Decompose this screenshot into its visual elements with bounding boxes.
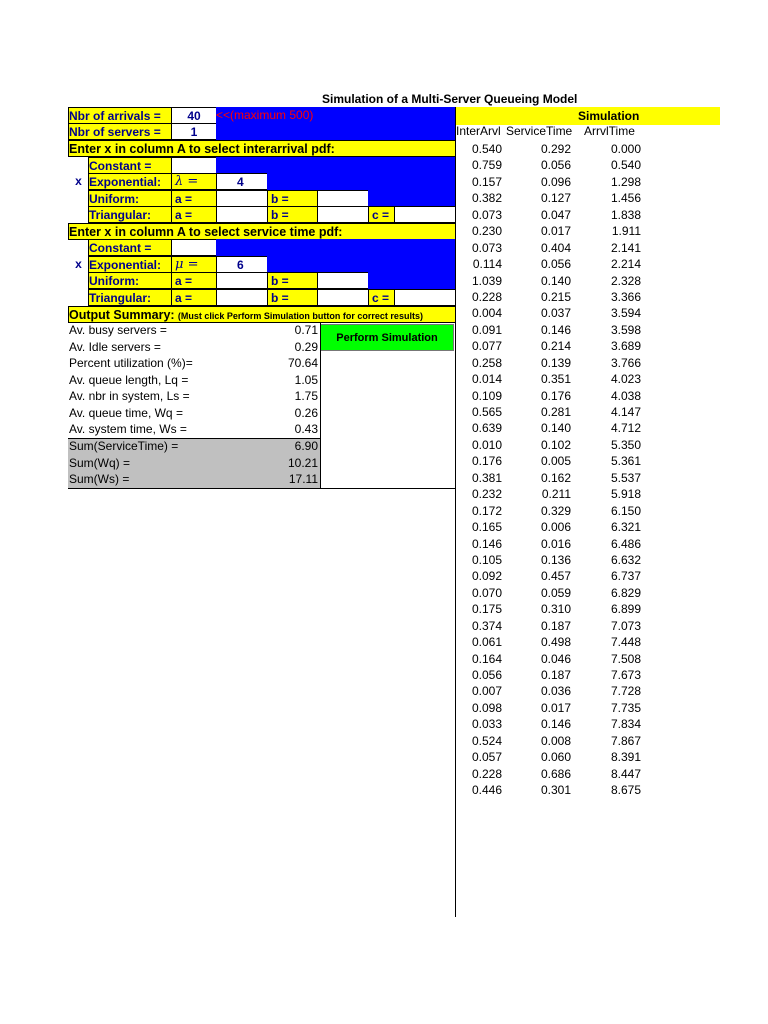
servicetime-cell: 0.187: [540, 618, 571, 633]
output-row-label: Av. queue time, Wq =: [69, 405, 183, 420]
sums-top-line: [68, 438, 320, 439]
service-uniform-a-input[interactable]: [216, 272, 268, 289]
arrvltime-cell: 6.737: [610, 569, 641, 584]
service-uniform-label: Uniform:: [88, 272, 172, 289]
interarvl-cell: 0.228: [471, 766, 502, 781]
sums-block: [68, 438, 320, 488]
sum-row-value: 6.90: [294, 439, 318, 453]
service-constant-label: Constant =: [88, 239, 172, 256]
interarvl-cell: 0.157: [471, 174, 502, 189]
interarvl-cell: 0.014: [471, 372, 502, 387]
output-row-label: Av. queue length, Lq =: [69, 372, 189, 387]
service-triangular-a-input[interactable]: [216, 289, 268, 306]
service-triangular-label: Triangular:: [88, 289, 172, 306]
interarvl-cell: 0.057: [471, 750, 502, 765]
output-row: [68, 421, 320, 438]
arrvltime-cell: 5.361: [610, 454, 641, 469]
interarvl-cell: 0.109: [471, 388, 502, 403]
servicetime-cell: 0.006: [540, 520, 571, 535]
interarrival-triangular-b-label: b =: [267, 206, 318, 223]
interarrival-triangular-a-label: a =: [171, 206, 217, 223]
servicetime-cell: 0.037: [540, 306, 571, 321]
servicetime-cell: 0.498: [540, 635, 571, 650]
interarvl-cell: 0.175: [471, 602, 502, 617]
interarvl-cell: 0.176: [471, 454, 502, 469]
arrvltime-cell: 1.911: [611, 224, 641, 239]
output-row-label: Av. Idle servers =: [69, 339, 161, 354]
arrvltime-cell: 6.486: [610, 536, 641, 551]
interarvl-cell: 0.033: [471, 717, 502, 732]
mu-input[interactable]: 6: [216, 256, 268, 273]
interarvl-cell: 0.105: [471, 552, 502, 567]
interarvl-cell: 0.382: [471, 191, 502, 206]
interarvl-cell: 0.091: [471, 322, 502, 337]
servicetime-cell: 0.187: [540, 668, 571, 682]
sum-row-value: 17.11: [288, 472, 318, 486]
interarvl-cell: 0.073: [471, 240, 502, 255]
service-selected-marker[interactable]: x: [75, 257, 82, 271]
interarrival-blue-fill-3: [368, 190, 456, 207]
arrvltime-cell: 6.632: [610, 552, 641, 567]
col-header-arrvltime: ArrvlTime: [584, 124, 635, 138]
arrivals-label: Nbr of arrivals =: [68, 107, 172, 124]
servicetime-cell: 0.351: [540, 372, 571, 387]
interarrival-uniform-a-label: a =: [171, 190, 217, 207]
interarrival-header: Enter x in column A to select interarrival pdf:: [68, 140, 456, 157]
servicetime-cell: 0.139: [540, 355, 571, 370]
interarvl-cell: 0.004: [471, 306, 502, 321]
output-summary-title: Output Summary:: [69, 308, 175, 322]
arrvltime-cell: 3.366: [610, 289, 641, 304]
arrvltime-cell: 1.456: [610, 191, 641, 206]
service-triangular-c-input[interactable]: [394, 289, 456, 306]
arrvltime-cell: 3.766: [610, 355, 641, 370]
servicetime-cell: 0.017: [540, 700, 571, 715]
interarvl-cell: 0.061: [471, 635, 502, 650]
output-summary-header: [68, 306, 456, 323]
sum-row: [68, 438, 320, 455]
service-triangular-b-label: b =: [267, 289, 318, 306]
service-blue-fill-1: [216, 239, 456, 256]
sum-row-label: Sum(Wq) =: [69, 455, 131, 470]
service-triangular-a-label: a =: [171, 289, 217, 306]
interarrival-blue-fill-2: [267, 173, 456, 190]
servicetime-cell: 0.686: [540, 766, 571, 781]
servicetime-cell: 0.016: [540, 536, 571, 551]
output-row-label: Av. nbr in system, Ls =: [69, 389, 190, 403]
servicetime-cell: 0.215: [540, 289, 571, 304]
interarvl-cell: 0.232: [471, 487, 502, 502]
interarvl-cell: 0.374: [471, 618, 502, 633]
interarvl-cell: 0.073: [471, 207, 502, 222]
output-row-label: Percent utilization (%)=: [69, 356, 193, 370]
arrvltime-cell: 2.141: [610, 240, 641, 255]
interarvl-cell: 0.639: [471, 421, 502, 436]
arrvltime-cell: 1.298: [610, 174, 641, 189]
interarvl-cell: 0.164: [471, 651, 502, 666]
arrvltime-cell: 5.350: [610, 437, 641, 452]
output-row: [68, 322, 320, 339]
lambda-symbol: λ =: [171, 173, 217, 190]
arrvltime-cell: 8.675: [610, 783, 641, 798]
interarrival-uniform-b-input[interactable]: [317, 190, 369, 207]
interarrival-marker-constant[interactable]: [68, 157, 89, 174]
sum-row: [68, 471, 320, 488]
servicetime-cell: 0.162: [540, 470, 571, 485]
servicetime-cell: 0.457: [540, 569, 571, 584]
arrvltime-cell: 1.838: [610, 207, 641, 222]
arrvltime-cell: 6.321: [610, 520, 641, 535]
servicetime-cell: 0.056: [540, 257, 571, 272]
servicetime-cell: 0.046: [540, 651, 571, 666]
interarvl-cell: 0.172: [471, 503, 502, 518]
arrvltime-cell: 7.448: [610, 635, 641, 650]
output-row-value: 1.75: [294, 389, 318, 403]
servicetime-cell: 0.136: [540, 552, 571, 567]
arrvltime-cell: 0.540: [610, 158, 641, 173]
interarvl-cell: 0.258: [471, 355, 502, 370]
interarvl-cell: 0.759: [471, 158, 502, 173]
interarvl-cell: 0.228: [471, 289, 502, 304]
perform-simulation-button[interactable]: Perform Simulation: [320, 324, 454, 351]
servicetime-cell: 0.140: [540, 421, 571, 436]
output-summary-list: [68, 322, 320, 438]
servicetime-cell: 0.146: [540, 717, 571, 732]
interarvl-cell: 0.077: [471, 339, 502, 354]
arrivals-max-note: <<(maximum 500): [216, 107, 456, 124]
output-row-value: 70.64: [287, 356, 318, 370]
arrvltime-cell: 2.214: [610, 257, 641, 272]
servers-label: Nbr of servers =: [68, 123, 172, 140]
servicetime-cell: 0.036: [540, 684, 571, 699]
arrvltime-cell: 7.735: [610, 700, 641, 715]
output-row: [68, 355, 320, 372]
interarvl-cell: 0.165: [471, 520, 502, 535]
arrvltime-cell: 6.829: [610, 585, 641, 600]
interarrival-uniform-b-label: b =: [267, 190, 318, 207]
arrvltime-cell: 4.023: [610, 372, 641, 387]
servicetime-cell: 0.127: [540, 191, 571, 206]
service-uniform-b-label: b =: [267, 272, 318, 289]
interarrival-marker-uniform[interactable]: [68, 190, 89, 207]
interarrival-exponential-label: Exponential:: [88, 173, 172, 190]
interarrival-constant-input[interactable]: [171, 157, 217, 174]
service-header: Enter x in column A to select service time pdf:: [68, 223, 456, 240]
output-row-value: 0.71: [294, 323, 318, 337]
arrvltime-cell: 3.689: [610, 339, 641, 354]
sum-row-label: Sum(Ws) =: [69, 472, 130, 486]
service-triangular-b-input[interactable]: [317, 289, 369, 306]
servicetime-cell: 0.301: [540, 783, 571, 798]
output-row-value: 0.43: [294, 422, 318, 436]
arrvltime-cell: 0.000: [610, 142, 641, 156]
arrvltime-cell: 4.712: [610, 421, 641, 436]
servicetime-cell: 0.017: [540, 224, 571, 239]
sheet-title: Simulation of a Multi-Server Queueing Model: [322, 92, 578, 106]
servicetime-cell: 0.281: [540, 405, 571, 419]
interarrival-selected-marker[interactable]: x: [75, 174, 82, 188]
arrvltime-cell: 7.867: [610, 733, 641, 748]
service-blue-fill-2: [267, 256, 456, 273]
servicetime-cell: 0.310: [540, 602, 571, 617]
interarvl-cell: 0.230: [471, 224, 502, 239]
servicetime-cell: 0.060: [540, 750, 571, 765]
output-row-value: 0.29: [294, 339, 318, 354]
output-row-value: 1.05: [294, 372, 318, 387]
output-row-label: Av. busy servers =: [69, 323, 167, 337]
interarvl-cell: 0.381: [471, 470, 502, 485]
service-uniform-a-label: a =: [171, 272, 217, 289]
interarrival-blue-fill-1: [216, 157, 456, 174]
arrvltime-cell: 7.834: [610, 717, 641, 732]
lambda-input[interactable]: 4: [216, 173, 268, 190]
interarrival-triangular-c-input[interactable]: [394, 206, 456, 223]
sum-row-value: 10.21: [287, 455, 318, 470]
servers-input[interactable]: 1: [171, 123, 217, 140]
output-divider: [320, 322, 321, 488]
arrvltime-cell: 3.594: [610, 306, 641, 321]
arrvltime-cell: 4.147: [610, 405, 641, 419]
interarrival-uniform-a-input[interactable]: [216, 190, 268, 207]
service-constant-input[interactable]: [171, 239, 217, 256]
interarvl-cell: 0.540: [471, 142, 502, 156]
servicetime-cell: 0.140: [540, 273, 571, 288]
servicetime-cell: 0.176: [540, 388, 571, 403]
output-row: [68, 388, 320, 405]
col-header-interarvl: InterArvl: [456, 124, 501, 138]
arrvltime-cell: 3.598: [610, 322, 641, 337]
servicetime-cell: 0.059: [540, 585, 571, 600]
interarvl-cell: 0.098: [471, 700, 502, 715]
servicetime-cell: 0.102: [540, 437, 571, 452]
arrvltime-cell: 7.728: [610, 684, 641, 699]
servicetime-cell: 0.329: [540, 503, 571, 518]
interarrival-uniform-label: Uniform:: [88, 190, 172, 207]
sum-row: [68, 455, 320, 472]
interarrival-constant-label: Constant =: [88, 157, 172, 174]
service-marker-uniform[interactable]: [68, 272, 89, 289]
service-triangular-c-label: c =: [368, 289, 395, 306]
service-blue-fill-3: [368, 272, 456, 289]
interarvl-cell: 0.446: [471, 783, 502, 798]
interarrival-triangular-c-label: c =: [368, 206, 395, 223]
interarvl-cell: 0.070: [471, 585, 502, 600]
output-summary-note: (Must click Perform Simulation button for correct results): [177, 311, 423, 321]
col-header-servicetime: ServiceTime: [506, 124, 573, 138]
output-row-label: Av. system time, Ws =: [69, 422, 187, 436]
service-exponential-label: Exponential:: [88, 256, 172, 273]
interarvl-cell: 0.146: [471, 536, 502, 551]
output-row: [68, 372, 320, 389]
servicetime-cell: 0.146: [540, 322, 571, 337]
arrvltime-cell: 5.918: [610, 487, 641, 502]
interarrival-triangular-b-input[interactable]: [317, 206, 369, 223]
servicetime-cell: 0.047: [540, 207, 571, 222]
servicetime-cell: 0.096: [540, 174, 571, 189]
arrvltime-cell: 7.073: [610, 618, 641, 633]
arrvltime-cell: 7.673: [610, 668, 641, 682]
interarrival-triangular-a-input[interactable]: [216, 206, 268, 223]
servers-blue-fill: [216, 123, 456, 140]
interarrival-triangular-label: Triangular:: [88, 206, 172, 223]
output-bottom-line: [68, 488, 456, 489]
interarvl-cell: 0.565: [471, 405, 502, 419]
arrvltime-cell: 4.038: [610, 388, 641, 403]
arrvltime-cell: 8.391: [610, 750, 641, 765]
servicetime-cell: 0.056: [540, 158, 571, 173]
arrvltime-cell: 6.899: [610, 602, 641, 617]
servicetime-cell: 0.214: [540, 339, 571, 354]
mu-symbol: μ =: [171, 256, 217, 273]
output-row: [68, 405, 320, 422]
output-row-value: 0.26: [294, 405, 318, 420]
arrvltime-cell: 6.150: [610, 503, 641, 518]
service-marker-triangular[interactable]: [68, 289, 89, 306]
sum-row-label: Sum(ServiceTime) =: [69, 439, 179, 453]
interarvl-cell: 0.092: [471, 569, 502, 584]
interarvl-cell: 0.114: [472, 257, 502, 272]
interarvl-cell: 0.010: [471, 437, 502, 452]
interarvl-cell: 0.056: [471, 668, 502, 682]
interarvl-cell: 1.039: [471, 273, 502, 288]
arrvltime-cell: 5.537: [610, 470, 641, 485]
arrvltime-cell: 7.508: [610, 651, 641, 666]
arrivals-input[interactable]: 40: [171, 107, 217, 124]
simulation-header: Simulation: [578, 109, 640, 123]
service-uniform-b-input[interactable]: [317, 272, 369, 289]
interarvl-cell: 0.524: [471, 733, 502, 748]
servicetime-cell: 0.005: [540, 454, 571, 469]
servicetime-cell: 0.008: [540, 733, 571, 748]
interarvl-cell: 0.007: [471, 684, 502, 699]
servicetime-cell: 0.211: [541, 487, 571, 502]
output-row: [68, 339, 320, 356]
servicetime-cell: 0.292: [540, 142, 571, 156]
servicetime-cell: 0.404: [540, 240, 571, 255]
arrvltime-cell: 2.328: [610, 273, 641, 288]
arrvltime-cell: 8.447: [610, 766, 641, 781]
interarrival-marker-triangular[interactable]: [68, 206, 89, 223]
service-marker-constant[interactable]: [68, 239, 89, 256]
